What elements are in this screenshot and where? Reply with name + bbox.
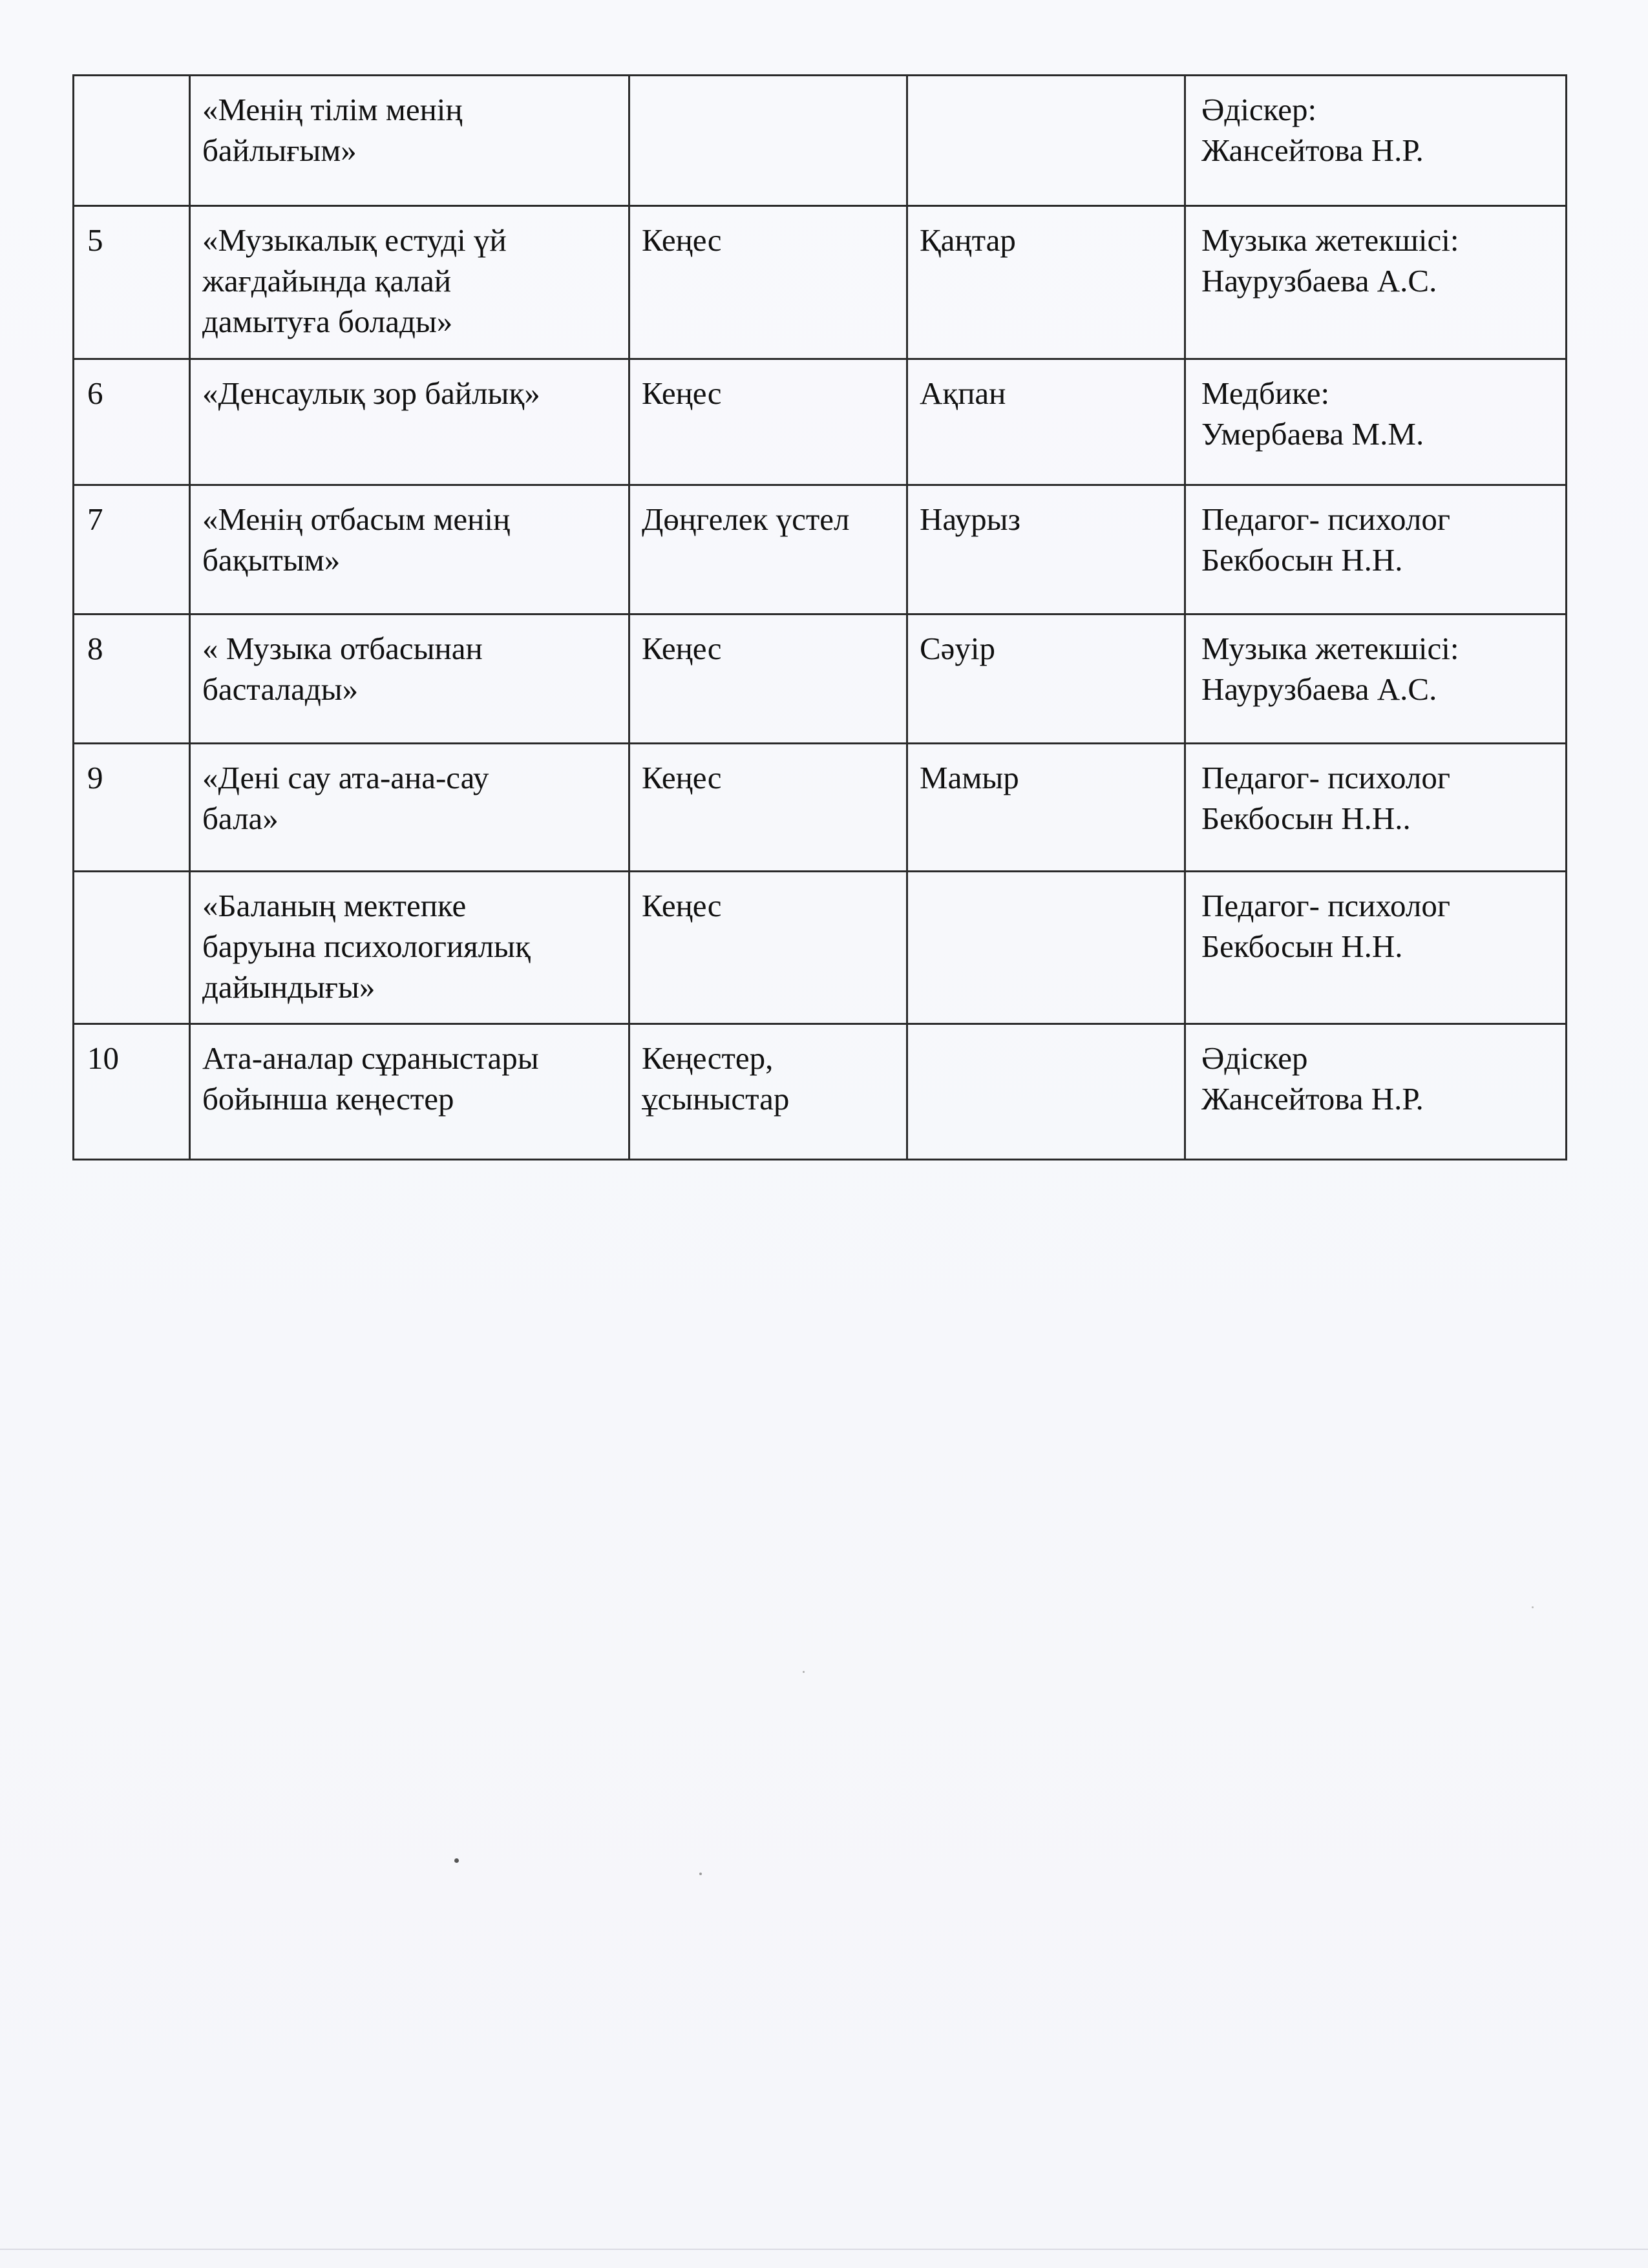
- responsible-cell: Медбике: Умербаева М.М.: [1185, 359, 1567, 485]
- form-cell: [629, 76, 907, 206]
- topic-cell: «Менің тілім менің байлығым»: [190, 76, 629, 206]
- row-number: [74, 76, 190, 206]
- row-number: 9: [74, 744, 190, 872]
- form-cell: Кеңес: [629, 206, 907, 359]
- month-cell: Мамыр: [907, 744, 1185, 872]
- form-cell: Кеңес: [629, 744, 907, 872]
- responsible-cell: Педагог- психолог Бекбосын Н.Н.: [1185, 485, 1567, 614]
- parent-meetings-plan-table: [72, 74, 1567, 1160]
- form-cell: Кеңес: [629, 614, 907, 744]
- table-row: [74, 614, 1567, 744]
- month-cell: [907, 76, 1185, 206]
- row-number: 8: [74, 614, 190, 744]
- topic-cell: Ата-аналар сұраныстары бойынша кеңестер: [190, 1024, 629, 1160]
- table-row: [74, 359, 1567, 485]
- table-row: [74, 206, 1567, 359]
- responsible-cell: Музыка жетекшісі: Наурузбаева А.С.: [1185, 206, 1567, 359]
- form-cell: Кеңес: [629, 359, 907, 485]
- responsible-cell: Әдіскер Жансейтова Н.Р.: [1185, 1024, 1567, 1160]
- month-cell: Қаңтар: [907, 206, 1185, 359]
- scan-speck: [699, 1873, 702, 1875]
- responsible-cell: Педагог- психолог Бекбосын Н.Н..: [1185, 744, 1567, 872]
- table-row: [74, 744, 1567, 872]
- month-cell: Ақпан: [907, 359, 1185, 485]
- month-cell: [907, 1024, 1185, 1160]
- month-cell: Наурыз: [907, 485, 1185, 614]
- month-cell: [907, 872, 1185, 1024]
- topic-cell: «Денсаулық зор байлық»: [190, 359, 629, 485]
- form-cell: Дөңгелек үстел: [629, 485, 907, 614]
- responsible-cell: Педагог- психолог Бекбосын Н.Н.: [1185, 872, 1567, 1024]
- topic-cell: «Музыкалық естуді үй жағдайында қалай дамытуға болады»: [190, 206, 629, 359]
- topic-cell: « Музыка отбасынан басталады»: [190, 614, 629, 744]
- scan-speck: [454, 1858, 459, 1863]
- month-cell: Сәуір: [907, 614, 1185, 744]
- table-row: [74, 872, 1567, 1024]
- topic-cell: «Баланың мектепке баруына психологиялық дайындығы»: [190, 872, 629, 1024]
- table-row: [74, 1024, 1567, 1160]
- row-number: 7: [74, 485, 190, 614]
- row-number: [74, 872, 190, 1024]
- scan-speck: [803, 1671, 805, 1673]
- row-number: 10: [74, 1024, 190, 1160]
- form-cell: Кеңес: [629, 872, 907, 1024]
- responsible-cell: Әдіскер: Жансейтова Н.Р.: [1185, 76, 1567, 206]
- table-row: [74, 76, 1567, 206]
- scan-speck: [1532, 1606, 1534, 1608]
- row-number: 5: [74, 206, 190, 359]
- topic-cell: «Менің отбасым менің бақытым»: [190, 485, 629, 614]
- responsible-cell: Музыка жетекшісі: Наурузбаева А.С.: [1185, 614, 1567, 744]
- form-cell: Кеңестер, ұсыныстар: [629, 1024, 907, 1160]
- table-row: [74, 485, 1567, 614]
- topic-cell: «Дені сау ата-ана-сау бала»: [190, 744, 629, 872]
- page-edge-divider: [0, 2249, 1648, 2250]
- row-number: 6: [74, 359, 190, 485]
